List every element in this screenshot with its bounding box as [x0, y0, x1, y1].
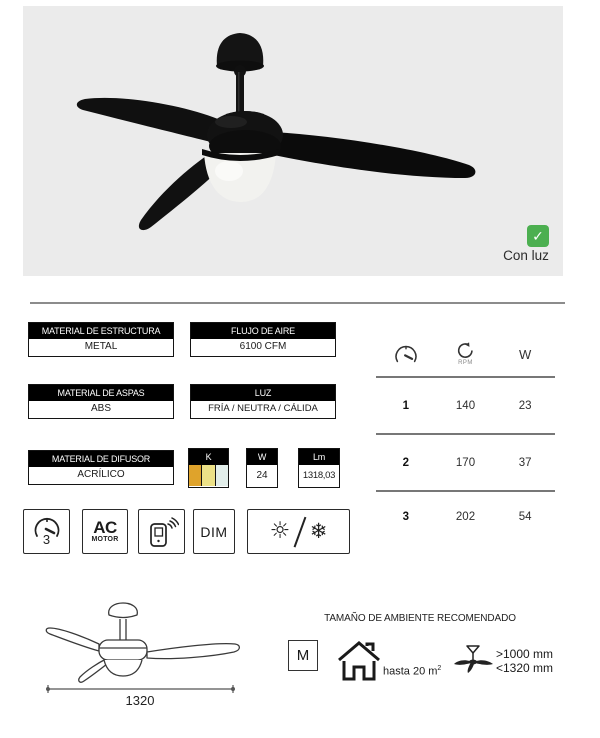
gauge-icon [393, 345, 419, 364]
kelvin-swatches [189, 465, 228, 486]
spec-value: 24 [256, 470, 268, 481]
spec-label: MATERIAL DE ESTRUCTURA [29, 323, 173, 339]
ceiling-fan-image [23, 6, 563, 276]
feature-speeds [23, 509, 70, 554]
spec-value: ABS [90, 403, 111, 414]
spec-light [190, 384, 336, 419]
house-icon [336, 639, 382, 681]
fan-height-icon-wrap [453, 644, 495, 680]
fan-blade-right [269, 132, 475, 178]
room-size-title: TAMAÑO DE AMBIENTE RECOMENDADO [324, 613, 516, 624]
size-class-box [288, 640, 318, 671]
feature-ac-motor [82, 509, 128, 554]
spec-blade-material [28, 384, 174, 419]
dim-label: DIM [200, 523, 228, 540]
rotation-icon [457, 342, 474, 359]
spec-label: LUZ [191, 385, 335, 401]
swatch-warm-light [189, 465, 202, 486]
watts-cell: 54 [518, 511, 532, 523]
rpm-column-header [436, 332, 496, 376]
rpm-cell: 140 [455, 399, 476, 412]
fan-height-icon [453, 644, 495, 675]
speed-table [376, 332, 555, 542]
section-divider [30, 302, 565, 304]
con-luz-label: Con luz [503, 248, 549, 263]
height-range-label [496, 648, 553, 675]
spec-value: ACRÍLICO [77, 469, 125, 480]
spec-label: MATERIAL DE ASPAS [29, 385, 173, 401]
fan-blade-left [77, 98, 227, 146]
snowflake-icon: ❄ [309, 519, 328, 543]
speed-column-header [376, 332, 436, 376]
spec-label: FLUJO DE AIRE [191, 323, 335, 339]
spec-structure-material [28, 322, 174, 357]
ac-label: AC [93, 518, 117, 537]
feature-summer-winter [247, 509, 350, 554]
fan-downrod-highlight [238, 72, 240, 118]
drawing-light-dome [104, 660, 142, 676]
room-area-label [383, 665, 441, 678]
watts-cell: 37 [518, 456, 532, 469]
speed-cell: 2 [402, 456, 410, 469]
watts-column-header: W [519, 346, 532, 362]
remote-control-icon [145, 515, 179, 549]
drawing-blade-left [46, 628, 99, 651]
spec-value: FRÍA / NEUTRA / CÁLIDA [208, 403, 318, 414]
diameter-value: 1320 [125, 693, 155, 708]
area-text: hasta 20 m [383, 665, 438, 678]
fan-motor-highlight [215, 116, 247, 128]
height-min: >1000 mm [496, 647, 554, 661]
swatch-cool-light [216, 465, 228, 486]
spec-label: MATERIAL DE DIFUSOR [29, 451, 173, 467]
spec-kelvin [188, 448, 229, 488]
drawing-motor [99, 640, 147, 660]
fan-outline-drawing [42, 600, 247, 695]
table-row [376, 378, 555, 435]
height-max: <1320 mm [496, 660, 554, 675]
spec-value: 6100 CFM [239, 341, 287, 352]
speed-cell: 1 [402, 399, 410, 412]
dimension-line [47, 685, 235, 693]
speed-cell: 3 [402, 511, 410, 523]
house-icon-wrap [336, 639, 382, 686]
table-row [376, 492, 555, 542]
slash-divider [294, 516, 306, 547]
sun-icon: ☼ [269, 518, 291, 544]
spec-watts [246, 448, 278, 488]
dimension-drawing [42, 600, 247, 700]
feature-remote [138, 509, 185, 554]
spec-label: W [247, 449, 277, 465]
product-photo [23, 6, 563, 276]
spec-label: K [189, 449, 228, 465]
speeds-count: 3 [42, 531, 51, 547]
feature-dimmer [193, 509, 235, 554]
motor-label: MOTOR [91, 536, 119, 543]
spec-lumens [298, 448, 340, 488]
spec-value: METAL [84, 341, 118, 352]
fan-light-highlight [215, 161, 243, 181]
spec-diffuser-material [28, 450, 174, 485]
rpm-cell: 170 [455, 456, 476, 469]
drawing-blade-right [147, 644, 239, 659]
swatch-neutral-light [202, 465, 215, 486]
drawing-canopy [109, 603, 138, 618]
watts-cell: 23 [518, 399, 532, 412]
spec-airflow [190, 322, 336, 357]
rpm-cell: 202 [455, 511, 476, 523]
size-class-value: M [296, 647, 310, 664]
rpm-label: RPM [458, 360, 473, 366]
table-row [376, 435, 555, 492]
spec-value: 1318,03 [302, 470, 336, 481]
speed-table-header [376, 332, 555, 378]
check-badge-icon: ✓ [527, 225, 549, 247]
spec-label: Lm [299, 449, 339, 465]
area-superscript: 2 [437, 665, 442, 672]
